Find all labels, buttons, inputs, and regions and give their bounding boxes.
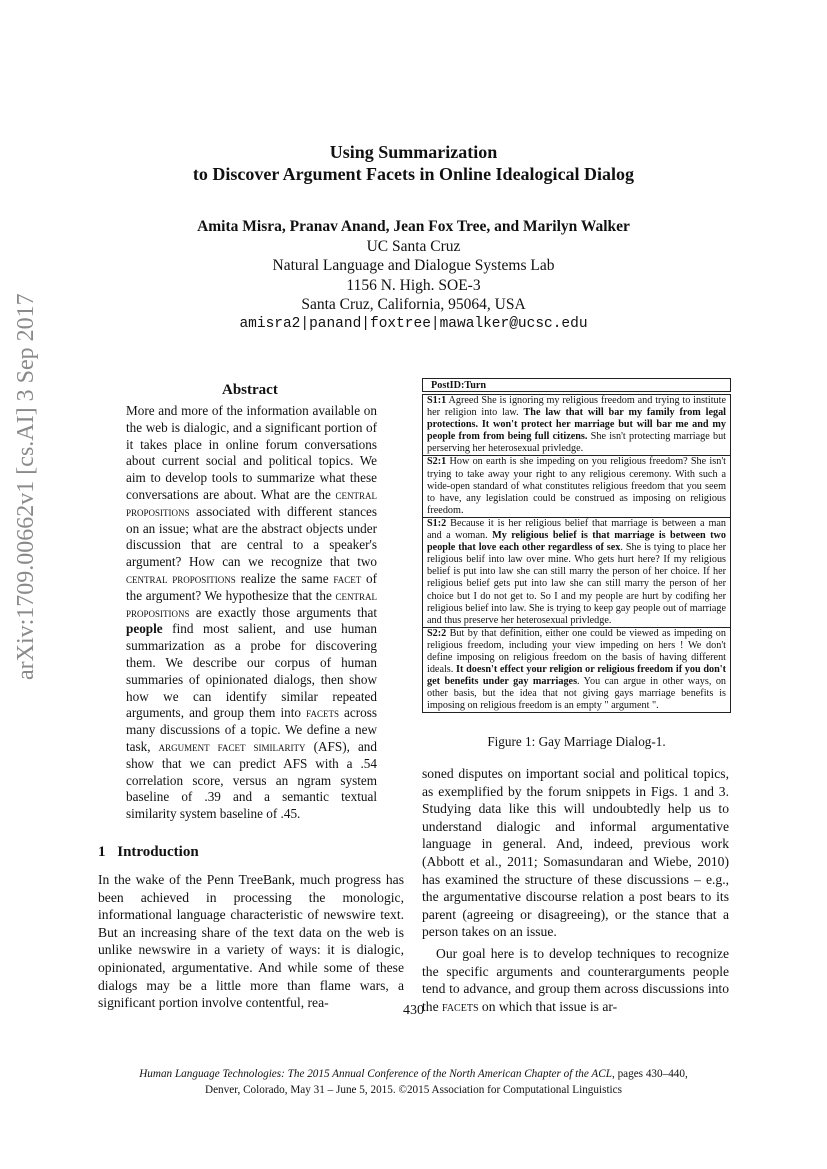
arxiv-identifier: arXiv:1709.00662v1 [cs.AI] 3 Sep 2017: [13, 293, 39, 680]
affiliation-lab: Natural Language and Dialogue Systems Lab: [272, 257, 555, 274]
footer-line-2: Denver, Colorado, May 31 – June 5, 2015. ©2015 Association for Computational Linguistics: [205, 1084, 622, 1096]
figure-1-caption: Figure 1: Gay Marriage Dialog-1.: [487, 734, 666, 749]
abstract-heading: Abstract: [222, 382, 278, 398]
paragraph-goal: Our goal here is to develop techniques to recognize the specific arguments and counterarguments people tend to advance, and group them across discussions into the facets on which that issue is ar-: [422, 945, 729, 1014]
arxiv-sidebar-stamp: [4, 293, 48, 680]
footer-line-1: Human Language Technologies: The 2015 Annual Conference of the North American Chapter of the ACL, pages 430–440,: [139, 1068, 688, 1080]
author-names: Amita Misra, Pranav Anand, Jean Fox Tree, and Marilyn Walker: [197, 218, 630, 235]
page-number: 430: [403, 1003, 424, 1018]
author-emails: amisra2|panand|foxtree|mawalker@ucsc.edu: [239, 315, 588, 332]
figure-1-dialog-table: [422, 378, 731, 713]
dialog-turn-s2-1: S2:1 How on earth is she impeding on you religious freedom? She isn't trying to take away your right to any religious ceremony. With such a wide-open standard of what constitutes religious freedom that you seem to have, any legislation could be construed as imposing on religious freedom.: [422, 456, 731, 517]
author-block: [100, 217, 727, 334]
right-column-body: [422, 765, 729, 1015]
title-line-1: Using Summarization: [329, 142, 498, 162]
abstract-body: More and more of the information available on the web is dialogic, and a significant portion of it takes place in online forum conversations about current social and political topics. We aim to develop tools to summarize what these conversations are about. What are the central propositions associated with different stances on an issue; what are the abstract objects under discussion that are central to a speaker's argument? How can we recognize that two central propositions realize the same facet of the argument? We hypothesize that the central propositions are exactly those arguments that people find most salient, and use human summarization as a probe for discovering them. We describe our corpus of human summaries of opinionated dialogs, then show how we can identify similar repeated arguments, and group them into facets across many discussions of a topic. We define a new task, argument facet similarity (AFS), and show that we can predict AFS with a .54 correlation score, versus an ngram system baseline of .39 and a semantic textual similarity system baseline of .45.: [126, 403, 377, 822]
proceedings-footer: [60, 1066, 767, 1098]
affiliation-university: UC Santa Cruz: [366, 237, 461, 255]
dialog-header: PostID:Turn: [422, 378, 731, 392]
dialog-turn-s1-2: S1:2 Because it is her religious belief that marriage is between a man and a woman. My religious belief is that marriage is between two people that love each other regardless of sex. She is tying to place her religious belif into law over mine. Who gets hurt here? If my religious belief is put into law she can still marry the person of her choice. If her religious belief gets put into law she can still marry the person of her choice but I do not get to. So I and my people are hurt by codifing her religious belief into law. She is trying to keep gay people out of marriage and thus preserve her heterosexual privledge.: [422, 518, 731, 628]
address-city: Santa Cruz, California, 95064, USA: [301, 296, 526, 313]
title-line-2: to Discover Argument Facets in Online Idealogical Dialog: [192, 164, 635, 184]
address-street: 1156 N. High. SOE-3: [346, 276, 481, 294]
introduction-body: In the wake of the Penn TreeBank, much progress has been achieved in processing the monologic, informational language characteristic of newswire text. But an increasing share of the text data on the web is unlike newswire in a variety of ways: it is dialogic, opinionated, argumentative. And while some of these dialogs may be a little more than flame wars, a significant portion involve contentful, rea-: [98, 872, 404, 1011]
dialog-turn-s2-2: S2:2 But by that definition, either one could be viewed as impeding on religious freedom, including your view impeding on hers ! We don't define imposing on religious freedom on the basis of having different ideals. It doesn't effect your religion or religious freedom if you don't get benefits under gay marriages. You can argue in other ways, on other basis, but the idea that not giving gays marriage benefits is imposing on religious freedom is an empty " argument ".: [422, 628, 731, 714]
dialog-turn-s1-1: S1:1 Agreed She is ignoring my religious freedom and trying to institute her religion into law. The law that will bar my family from legal protections. It won't protect her marriage but will bar me and my people from from being full citizens. She isn't protecting marriage but perserving her heterosexual privledge.: [422, 394, 731, 456]
paper-title: [100, 141, 727, 185]
section-heading-introduction: 1 Introduction: [98, 844, 199, 860]
paragraph: soned disputes on important social and political topics, as exemplified by the forum snippets in Figs. 1 and 3. Studying data like this will undoubtedly help us to understand dialogic and informal argumentative language in general. And, indeed, previous work (Abbott et al., 2011; Somasundaran and Wiebe, 2010) has examined the structure of these discussions – e.g., the argumentative discourse relation a post bears to its parent (agreeing or disagreeing), or the stance that a person takes on an issue.: [422, 766, 729, 940]
